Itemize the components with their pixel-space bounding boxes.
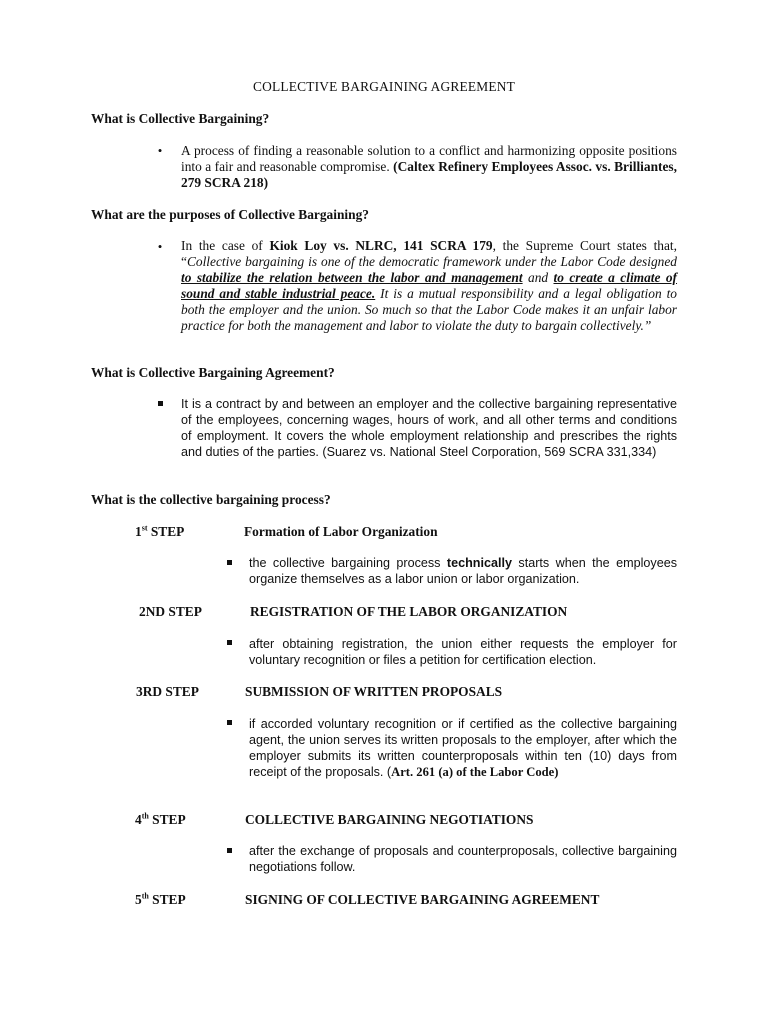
answer-purposes bbox=[181, 238, 677, 335]
quote-part-c: It is a mutual responsibility and a legal obligation to both the employer and the union. So much so that the Labor Code makes it an unfair labor practice for both the management and labor to violate the duty to bargain collectively.” bbox=[181, 286, 677, 334]
step-4-title: COLLECTIVE BARGAINING NEGOTIATIONS bbox=[245, 812, 534, 827]
step-4-label: 4th STEP bbox=[135, 811, 186, 827]
article-citation: Art. 261 (a) of the Labor Code) bbox=[391, 765, 559, 780]
case-citation: (Caltex Refinery Employees Assoc. vs. Brilliantes, 279 SCRA 218) bbox=[181, 159, 677, 191]
step-2-title: REGISTRATION OF THE LABOR ORGANIZATION bbox=[250, 604, 568, 619]
document-title: COLLECTIVE BARGAINING AGREEMENT bbox=[252, 79, 516, 94]
emphasis-technically: technically bbox=[446, 556, 513, 570]
question-process: What is the collective bargaining process? bbox=[91, 492, 331, 507]
step-1-title: Formation of Labor Organization bbox=[244, 524, 438, 539]
step-1-label: 1st STEP bbox=[135, 523, 185, 539]
bullet-square bbox=[227, 640, 237, 645]
answer-collective-bargaining bbox=[181, 143, 677, 191]
emphasis-stabilize: to stabilize the relation between the labor and management bbox=[181, 270, 523, 286]
case-name: Kiok Loy vs. NLRC, 141 SCRA 179 bbox=[269, 238, 493, 253]
bullet-square bbox=[227, 848, 237, 853]
quote-part-b: and bbox=[522, 270, 554, 286]
question-cba: What is Collective Bargaining Agreement? bbox=[91, 365, 335, 380]
bullet-square bbox=[227, 720, 237, 725]
question-what-is-collective-bargaining: What is Collective Bargaining? bbox=[91, 111, 270, 126]
bullet-square bbox=[158, 401, 168, 406]
question-purposes: What are the purposes of Collective Bargaining? bbox=[91, 207, 369, 222]
emphasis-climate: to create a climate of sound and stable industrial peace. bbox=[181, 270, 678, 302]
answer-after-case: , the Supreme Court states that, “ bbox=[181, 238, 677, 270]
step-3-label: 3RD STEP bbox=[136, 684, 199, 699]
bullet-dot: • bbox=[157, 143, 163, 158]
bullet-square bbox=[227, 560, 237, 565]
quote-part-a: Collective bargaining is one of the democratic framework under the Labor Code designed bbox=[186, 254, 677, 270]
step-2-label: 2ND STEP bbox=[139, 604, 202, 619]
bullet-dot: • bbox=[157, 239, 163, 254]
step-2-description: after obtaining registration, the union either requests the employer for voluntary recognition or files a petition for certification election. bbox=[249, 637, 677, 668]
step-5-title: SIGNING OF COLLECTIVE BARGAINING AGREEMENT bbox=[245, 892, 600, 907]
answer-text: A process of finding a reasonable solution to a conflict and harmonizing opposite positions into a fair and reasonable compromise. bbox=[181, 143, 677, 175]
answer-cba: It is a contract by and between an employer and the collective bargaining representative of the employees, concerning wages, hours of work, and all other terms and conditions of employment. It covers the whole employment relationship and prescribes the rights and duties of the parties. (Suarez vs. National Steel Corporation, 569 SCRA 331,334) bbox=[181, 397, 677, 460]
step-5-label: 5th STEP bbox=[135, 891, 186, 907]
answer-intro: In the case of bbox=[181, 238, 270, 253]
step-3-description: if accorded voluntary recognition or if certified as the collective bargaining agent, the union serves its written proposals to the employer, after which the employer submits its written counterproposals within ten (10) days from receipt of the proposals. (Art. 261 (a) of the Labor Code) bbox=[249, 717, 677, 780]
step-1-description: the collective bargaining process technically starts when the employees organize themselves as a labor union or labor organization. bbox=[249, 556, 677, 587]
step-4-description: after the exchange of proposals and counterproposals, collective bargaining negotiations follow. bbox=[249, 844, 677, 875]
step-3-title: SUBMISSION OF WRITTEN PROPOSALS bbox=[245, 684, 503, 699]
